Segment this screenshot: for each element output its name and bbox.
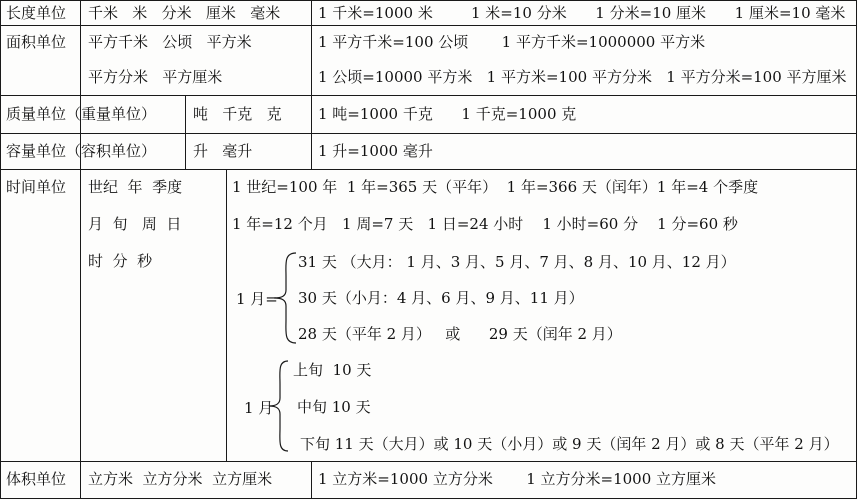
length-conversions: 1 千米=1000 米 1 米=10 分米 1 分米=10 厘米 1 厘米=10 毫米: [318, 4, 846, 22]
mass-header: 质量单位（重量单位）: [6, 105, 157, 123]
area-units-line1: 平方千米 公顷 平方米: [88, 33, 252, 51]
column-divider: [311, 461, 312, 499]
row-divider: [0, 95, 856, 96]
row-divider: [0, 461, 856, 462]
capacity-units: 升 毫升: [193, 142, 253, 160]
xun-lower: 下旬 11 天（大月）或 10 天（小月）或 9 天（闰年 2 月）或 8 天（平年 2 月）: [300, 435, 839, 453]
month-days-brace: [270, 250, 300, 346]
month-february: 28 天（平年 2 月） 或 29 天（闰年 2 月）: [298, 325, 622, 343]
area-header: 面积单位: [6, 33, 67, 51]
volume-units: 立方米 立方分米 立方厘米: [88, 470, 273, 488]
column-divider: [311, 0, 312, 170]
time-conversions-line2: 1 年=12 个月 1 周=7 天 1 日=24 小时 1 小时=60 分 1 分=60 秒: [232, 215, 738, 233]
volume-conversions: 1 立方米=1000 立方分米 1 立方分米=1000 立方厘米: [318, 470, 717, 488]
xun-middle: 中旬 10 天: [297, 398, 371, 416]
time-header: 时间单位: [6, 178, 67, 196]
time-units-line1: 世纪 年 季度: [88, 178, 183, 196]
time-units-line2: 月 旬 周 日: [88, 215, 182, 233]
capacity-header: 容量单位（容积单位）: [6, 142, 157, 160]
length-units: 千米 米 分米 厘米 毫米: [88, 4, 281, 22]
row-divider: [0, 169, 856, 170]
row-divider: [0, 133, 856, 134]
time-units-line3: 时 分 秒: [88, 252, 153, 270]
xun-label: 1 月: [244, 399, 274, 417]
mass-units: 吨 千克 克: [193, 105, 282, 123]
column-divider: [185, 95, 186, 170]
length-header: 长度单位: [6, 4, 67, 22]
mass-conversions: 1 吨=1000 千克 1 千克=1000 克: [318, 105, 577, 123]
row-divider: [0, 25, 856, 26]
time-conversions-line1: 1 世纪=100 年 1 年=365 天（平年） 1 年=366 天（闰年）1 年=4 个季度: [232, 178, 759, 196]
area-conversions-line2: 1 公顷=10000 平方米 1 平方米=100 平方分米 1 平方分米=100 平方厘米: [318, 68, 847, 86]
xun-brace: [266, 358, 292, 454]
capacity-conversions: 1 升=1000 毫升: [318, 142, 433, 160]
area-conversions-line1: 1 平方千米=100 公顷 1 平方千米=1000000 平方米: [318, 33, 706, 51]
month-days-label: 1 月=: [236, 290, 278, 308]
month-big: 31 天 （大月： 1 月、3 月、5 月、7 月、8 月、10 月、12 月）: [298, 253, 736, 271]
xun-upper: 上旬 10 天: [293, 361, 372, 379]
column-divider: [80, 0, 81, 499]
volume-header: 体积单位: [6, 470, 67, 488]
month-small: 30 天（小月：4 月、6 月、9 月、11 月）: [298, 289, 584, 307]
area-units-line2: 平方分米 平方厘米: [88, 68, 223, 86]
table-border-left: [0, 0, 1, 499]
table-border-right: [856, 0, 857, 499]
column-divider: [226, 169, 227, 462]
table-border-top: [0, 0, 856, 1]
table-border-bottom: [0, 498, 856, 499]
